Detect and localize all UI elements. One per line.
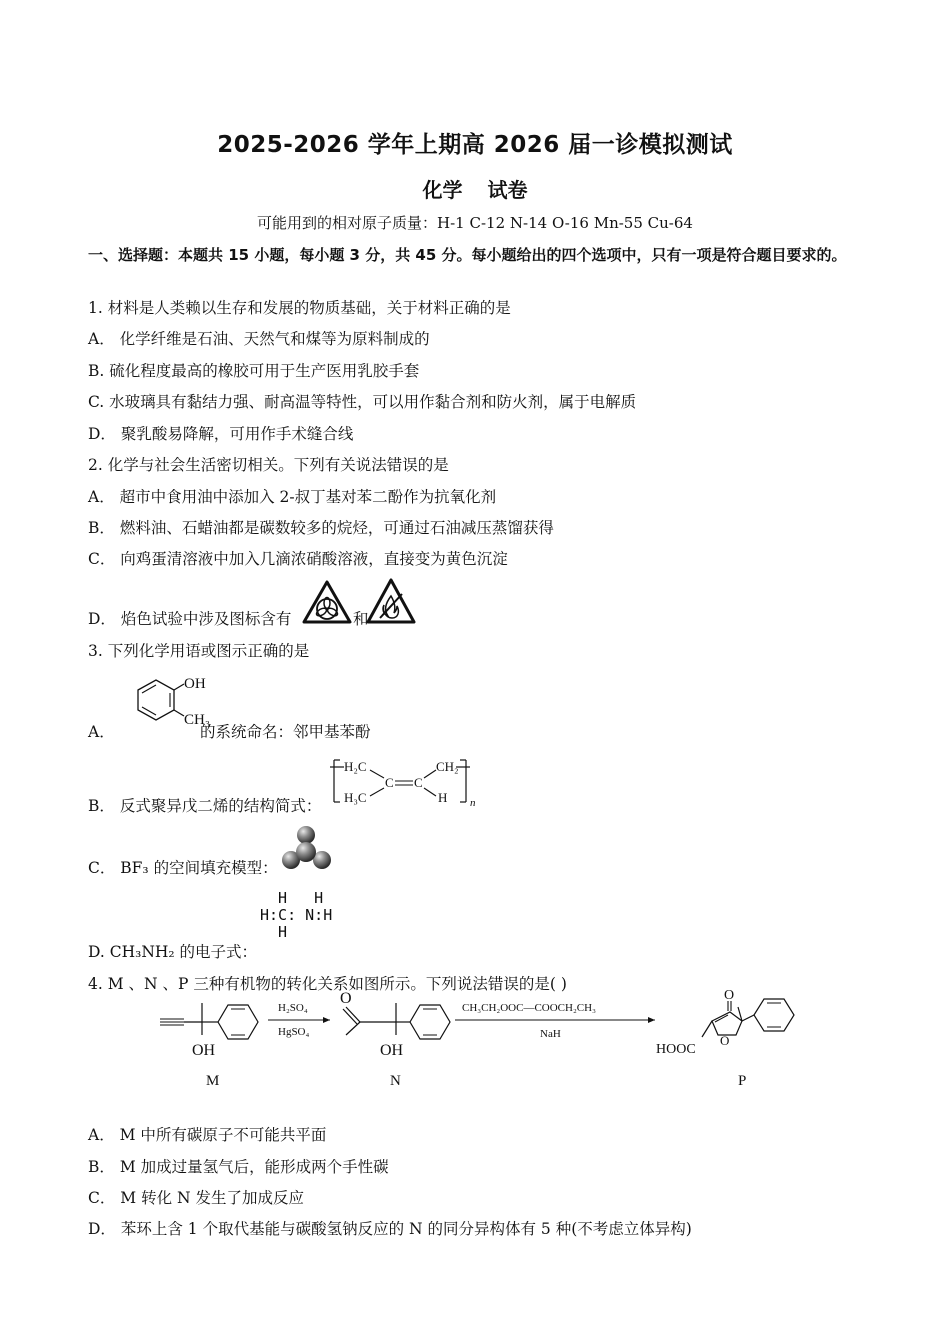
compound-n [340, 990, 450, 1089]
electron-row-3: H [278, 923, 288, 941]
q3-option-b-text: B． 反式聚异戊二烯的结构简式： [88, 797, 322, 815]
atomic-masses: 可能用到的相对原子质量：H-1 C-12 N-14 O-16 Mn-55 Cu-64 [257, 214, 693, 232]
exam-title: 2025-2026 学年上期高 2026 届一诊模拟测试 [217, 132, 733, 158]
q2-stem: 2. 化学与社会生活密切相关。下列有关说法错误的是 [88, 456, 449, 474]
compound-p [656, 988, 794, 1089]
exam-subtitle: 化学 试卷 [422, 178, 528, 202]
q2-option-d-prefix: D． 焰色试验中涉及图标含有 [88, 610, 292, 628]
ch2-label: CH₂ [436, 759, 459, 774]
hooc-label: HOOC [656, 1042, 696, 1057]
n-oh-label: OH [380, 1042, 404, 1059]
trans-polyisoprene-structure [330, 750, 480, 810]
q1-option-a: A． 化学纤维是石油、天然气和煤等为原料制成的 [88, 330, 430, 348]
o-cresol-structure [118, 670, 211, 736]
m-oh-label: OH [192, 1042, 216, 1059]
compound-m [160, 1003, 258, 1089]
p-o-top-label: O [724, 988, 735, 1003]
electron-row-2: H:C: N:H [260, 906, 333, 924]
open-flame-icon [366, 578, 416, 624]
ventilation-fan-icon [302, 580, 352, 624]
section-heading: 一、选择题：本题共 15 小题，每小题 3 分，共 45 分。每小题给出的四个选项中，只有一项是符合题目要求的。 [88, 246, 847, 264]
n-o-label: O [340, 990, 352, 1007]
h2c-label: H₂C [344, 759, 367, 774]
oh-label: OH [184, 676, 206, 692]
p-o-ring-label: O [720, 1033, 730, 1048]
c1-label: C [385, 775, 394, 790]
label-m: M [206, 1073, 220, 1089]
q4-stem: 4. M 、N 、P 三种有机物的转化关系如图所示。下列说法错误的是( ) [88, 975, 567, 993]
reagent2-bottom: NaH [540, 1028, 561, 1040]
label-p: P [738, 1073, 747, 1089]
q1-option-c: C. 水玻璃具有黏结力强、耐高温等特性，可以用作黏合剂和防火剂，属于电解质 [88, 393, 637, 411]
q1-stem: 1. 材料是人类赖以生存和发展的物质基础，关于材料正确的是 [88, 299, 511, 317]
h-label: H [438, 790, 448, 805]
label-n: N [390, 1073, 401, 1089]
q2-option-d-and: 和 [353, 610, 369, 628]
bf3-space-filling-model [280, 824, 334, 872]
q3-option-d-text: D. CH₃NH₂ 的电子式： [88, 943, 258, 961]
reagent1-top: H₂SO₄ [278, 1002, 308, 1014]
q3-option-c-text: C． BF₃ 的空间填充模型： [88, 859, 278, 877]
q1-option-d: D． 聚乳酸易降解，可用作手术缝合线 [88, 425, 354, 443]
q2-option-a: A． 超市中食用油中添加入 2-叔丁基对苯二酚作为抗氧化剂 [88, 488, 497, 506]
n-subscript: n [470, 797, 476, 809]
ch3nh2-electron-formula [260, 890, 332, 941]
q4-option-c: C． M 转化 N 发生了加成反应 [88, 1189, 305, 1207]
q4-option-a: A． M 中所有碳原子不可能共平面 [88, 1126, 327, 1144]
q3-option-a-text: 的系统命名：邻甲基苯酚 [200, 723, 371, 741]
q1-option-b: B. 硫化程度最高的橡胶可用于生产医用乳胶手套 [88, 362, 420, 380]
ch3-label: CH₃ [184, 712, 211, 728]
q3-stem: 3. 下列化学用语或图示正确的是 [88, 642, 310, 660]
q4-option-b: B． M 加成过量氢气后，能形成两个手性碳 [88, 1158, 389, 1176]
q2-option-c: C． 向鸡蛋清溶液中加入几滴浓硝酸溶液，直接变为黄色沉淀 [88, 550, 508, 568]
reaction-scheme [150, 985, 810, 1095]
q2-option-b: B． 燃料油、石蜡油都是碳数较多的烷烃，可通过石油减压蒸馏获得 [88, 519, 554, 537]
h3c-label: H₃C [344, 790, 367, 805]
electron-row-1: H H [278, 889, 324, 907]
q4-option-d: D． 苯环上含 1 个取代基能与碳酸氢钠反应的 N 的同分异构体有 5 种(不考虑立体异构) [88, 1220, 692, 1238]
c2-label: C [414, 775, 423, 790]
q3-option-a-prefix: A． [88, 723, 115, 741]
reagent1-bottom: HgSO₄ [278, 1026, 310, 1038]
reagent2-top: CH₃CH₂OOC—COOCH₂CH₃ [462, 1002, 596, 1014]
